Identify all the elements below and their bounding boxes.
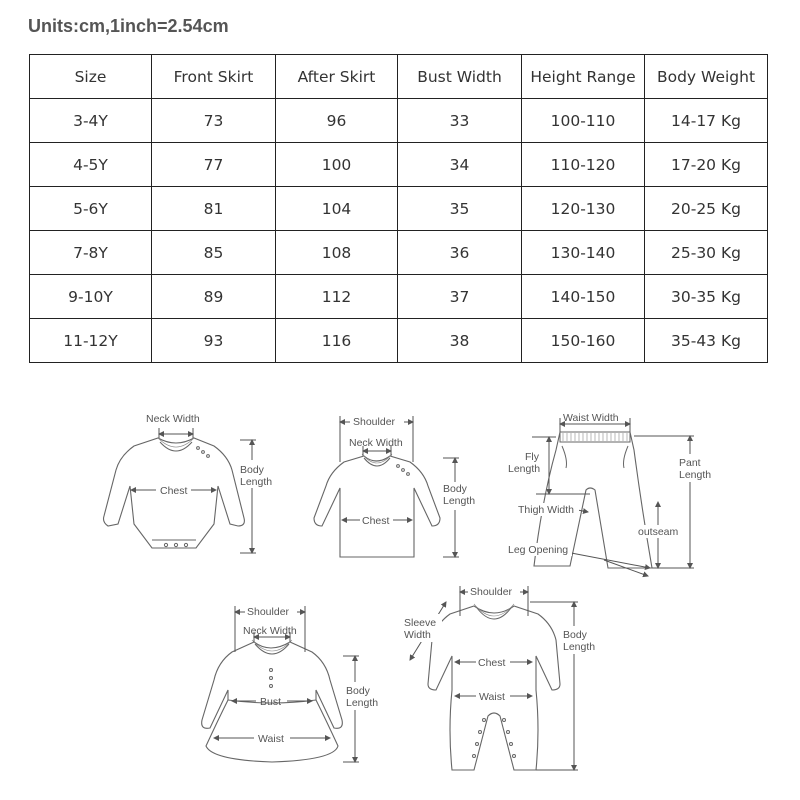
pants-fly-label: Fly xyxy=(525,451,539,463)
romper-sleeve-label: Sleeve xyxy=(404,617,437,629)
header-body-weight: Body Weight xyxy=(645,55,768,99)
top-body-label: Body xyxy=(443,483,467,495)
dress-shoulder-label: Shoulder xyxy=(247,606,290,618)
table-row xyxy=(30,319,768,363)
measurement-diagrams-svg xyxy=(0,390,800,800)
cell-bust-width: 33 xyxy=(398,99,522,143)
cell-height-range: 120-130 xyxy=(522,187,645,231)
cell-height-range: 110-120 xyxy=(522,143,645,187)
header-size: Size xyxy=(30,55,152,99)
pants-pant-label: Pant xyxy=(679,457,701,469)
cell-front-skirt: 81 xyxy=(152,187,276,231)
header-after-skirt: After Skirt xyxy=(276,55,398,99)
cell-body-weight: 25-30 Kg xyxy=(645,231,768,275)
cell-height-range: 140-150 xyxy=(522,275,645,319)
header-front-skirt: Front Skirt xyxy=(152,55,276,99)
cell-size: 7-8Y xyxy=(30,231,152,275)
romper-sleeve-width-label: Width xyxy=(404,629,431,641)
romper-body-label: Body xyxy=(563,629,587,641)
cell-front-skirt: 89 xyxy=(152,275,276,319)
table-row xyxy=(30,99,768,143)
cell-after-skirt: 112 xyxy=(276,275,398,319)
romper-length-label: Length xyxy=(563,641,596,653)
cell-body-weight: 35-43 Kg xyxy=(645,319,768,363)
pants-pant-length-label: Length xyxy=(679,469,712,481)
cell-bust-width: 37 xyxy=(398,275,522,319)
top-diagram xyxy=(314,415,481,557)
dress-bust-label: Bust xyxy=(260,696,282,708)
cell-bust-width: 36 xyxy=(398,231,522,275)
top-shoulder-label: Shoulder xyxy=(353,416,396,428)
top-length-label: Length xyxy=(443,495,476,507)
pants-thigh-width-label: Thigh Width xyxy=(518,504,575,516)
cell-body-weight: 30-35 Kg xyxy=(645,275,768,319)
pants-diagram xyxy=(506,412,717,576)
cell-height-range: 150-160 xyxy=(522,319,645,363)
cell-size: 11-12Y xyxy=(30,319,152,363)
bodysuit-length-label: Length xyxy=(240,476,273,488)
bodysuit-neck-width-label: Neck Width xyxy=(146,413,200,425)
cell-after-skirt: 104 xyxy=(276,187,398,231)
top-outline xyxy=(314,456,440,557)
cell-after-skirt: 96 xyxy=(276,99,398,143)
pants-fly-length-label: Length xyxy=(508,463,541,475)
units-note: Units:cm,1inch=2.54cm xyxy=(28,16,229,36)
cell-after-skirt: 116 xyxy=(276,319,398,363)
table-row xyxy=(30,187,768,231)
cell-front-skirt: 93 xyxy=(152,319,276,363)
dress-diagram xyxy=(202,605,384,762)
romper-chest-label: Chest xyxy=(478,657,506,669)
cell-body-weight: 20-25 Kg xyxy=(645,187,768,231)
header-bust-width: Bust Width xyxy=(398,55,522,99)
cell-after-skirt: 108 xyxy=(276,231,398,275)
romper-outline xyxy=(428,606,560,770)
header-height-range: Height Range xyxy=(522,55,645,99)
cell-bust-width: 34 xyxy=(398,143,522,187)
cell-size: 5-6Y xyxy=(30,187,152,231)
dress-neck-width-label: Neck Width xyxy=(243,625,297,637)
cell-bust-width: 35 xyxy=(398,187,522,231)
cell-front-skirt: 73 xyxy=(152,99,276,143)
measurement-diagrams xyxy=(0,390,800,800)
romper-waist-label: Waist xyxy=(479,691,505,703)
romper-diagram xyxy=(402,585,601,770)
table-row xyxy=(30,143,768,187)
cell-body-weight: 14-17 Kg xyxy=(645,99,768,143)
dress-body-label: Body xyxy=(346,685,370,697)
table-row xyxy=(30,231,768,275)
cell-height-range: 100-110 xyxy=(522,99,645,143)
table-header-row xyxy=(30,55,768,99)
top-neck-width-label: Neck Width xyxy=(349,437,403,449)
bodysuit-chest-label: Chest xyxy=(160,485,188,497)
cell-size: 9-10Y xyxy=(30,275,152,319)
cell-size: 3-4Y xyxy=(30,99,152,143)
dress-length-label: Length xyxy=(346,697,379,709)
cell-after-skirt: 100 xyxy=(276,143,398,187)
cell-size: 4-5Y xyxy=(30,143,152,187)
pants-leg-opening-label: Leg Opening xyxy=(508,544,569,556)
top-chest-label: Chest xyxy=(362,515,390,527)
size-chart-table xyxy=(29,54,768,363)
pants-waist-width-label: Waist Width xyxy=(563,412,619,424)
cell-front-skirt: 85 xyxy=(152,231,276,275)
cell-body-weight: 17-20 Kg xyxy=(645,143,768,187)
table-row xyxy=(30,275,768,319)
bodysuit-diagram xyxy=(104,413,279,553)
cell-bust-width: 38 xyxy=(398,319,522,363)
pants-outseam-label: outseam xyxy=(638,526,679,538)
cell-height-range: 130-140 xyxy=(522,231,645,275)
cell-front-skirt: 77 xyxy=(152,143,276,187)
bodysuit-body-label: Body xyxy=(240,464,264,476)
romper-shoulder-label: Shoulder xyxy=(470,586,513,598)
dress-waist-label: Waist xyxy=(258,733,284,745)
